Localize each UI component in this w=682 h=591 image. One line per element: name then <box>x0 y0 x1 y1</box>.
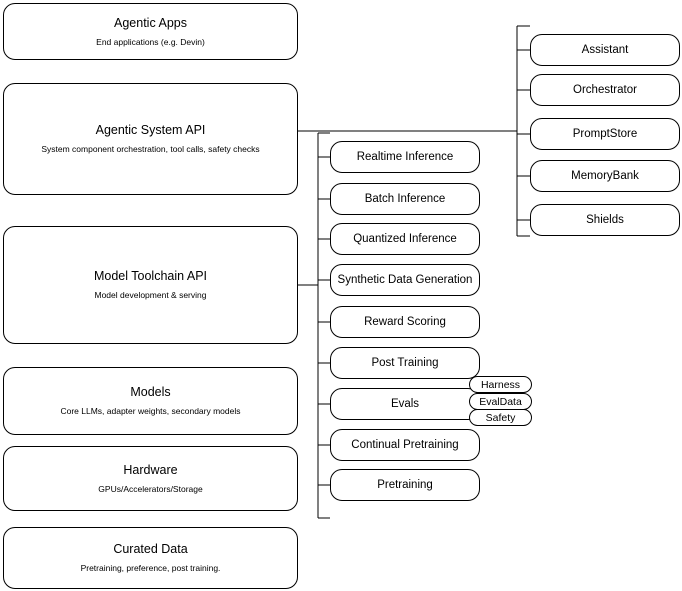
component-label: EvalData <box>479 395 522 408</box>
stack-layer-curated-data[interactable] <box>3 527 298 589</box>
component-label: Quantized Inference <box>353 233 457 245</box>
component-quantized-inference[interactable] <box>330 223 480 255</box>
stack-layer-models[interactable] <box>3 367 298 435</box>
component-harness[interactable] <box>469 376 532 393</box>
component-label: Orchestrator <box>573 84 637 96</box>
component-reward-scoring[interactable] <box>330 306 480 338</box>
component-label: Realtime Inference <box>356 151 454 163</box>
stack-layer-agentic-system-api[interactable] <box>3 83 298 195</box>
stack-layer-hardware[interactable] <box>3 446 298 511</box>
stack-layer-title: Agentic System API <box>95 123 206 137</box>
component-continual-pretraining[interactable] <box>330 429 480 461</box>
component-label: Safety <box>485 411 516 424</box>
component-label: Reward Scoring <box>364 316 446 328</box>
stack-layer-subtitle: GPUs/Accelerators/Storage <box>98 483 203 494</box>
stack-layer-subtitle: Pretraining, preference, post training. <box>80 563 221 573</box>
component-label: Post Training <box>371 357 439 369</box>
component-label: Batch Inference <box>364 193 446 205</box>
component-realtime-inference[interactable] <box>330 141 480 173</box>
stack-layer-subtitle: Core LLMs, adapter weights, secondary models <box>60 406 241 416</box>
stack-layer-title: Hardware <box>123 462 178 477</box>
component-promptstore[interactable] <box>530 118 680 150</box>
stack-layer-title: Model Toolchain API <box>93 269 208 283</box>
component-evals[interactable] <box>330 388 480 420</box>
component-label: Shields <box>586 214 624 226</box>
component-evaldata[interactable] <box>469 393 532 410</box>
stack-layer-subtitle: System component orchestration, tool calls, safety checks <box>41 144 260 154</box>
component-label: MemoryBank <box>571 170 639 182</box>
stack-layer-title: Agentic Apps <box>114 15 187 30</box>
component-label: Synthetic Data Generation <box>337 274 473 286</box>
stack-layer-model-toolchain-api[interactable] <box>3 226 298 344</box>
stack-layer-subtitle: End applications (e.g. Devin) <box>96 36 205 47</box>
component-label: Pretraining <box>377 479 433 491</box>
stack-layer-title: Models <box>130 385 171 399</box>
stack-layer-subtitle: Model development & serving <box>94 290 207 300</box>
component-pretraining[interactable] <box>330 469 480 501</box>
stack-layer-agentic-apps[interactable] <box>3 3 298 60</box>
component-label: PromptStore <box>572 128 638 140</box>
component-shields[interactable] <box>530 204 680 236</box>
component-synthetic-data-generation[interactable] <box>330 264 480 296</box>
component-orchestrator[interactable] <box>530 74 680 106</box>
component-label: Continual Pretraining <box>351 439 459 451</box>
component-memorybank[interactable] <box>530 160 680 192</box>
stack-layer-title: Curated Data <box>113 542 188 556</box>
component-batch-inference[interactable] <box>330 183 480 215</box>
component-label: Harness <box>480 378 521 391</box>
component-label: Assistant <box>581 44 629 56</box>
component-assistant[interactable] <box>530 34 680 66</box>
component-post-training[interactable] <box>330 347 480 379</box>
component-safety[interactable] <box>469 409 532 426</box>
component-label: Evals <box>390 398 420 410</box>
